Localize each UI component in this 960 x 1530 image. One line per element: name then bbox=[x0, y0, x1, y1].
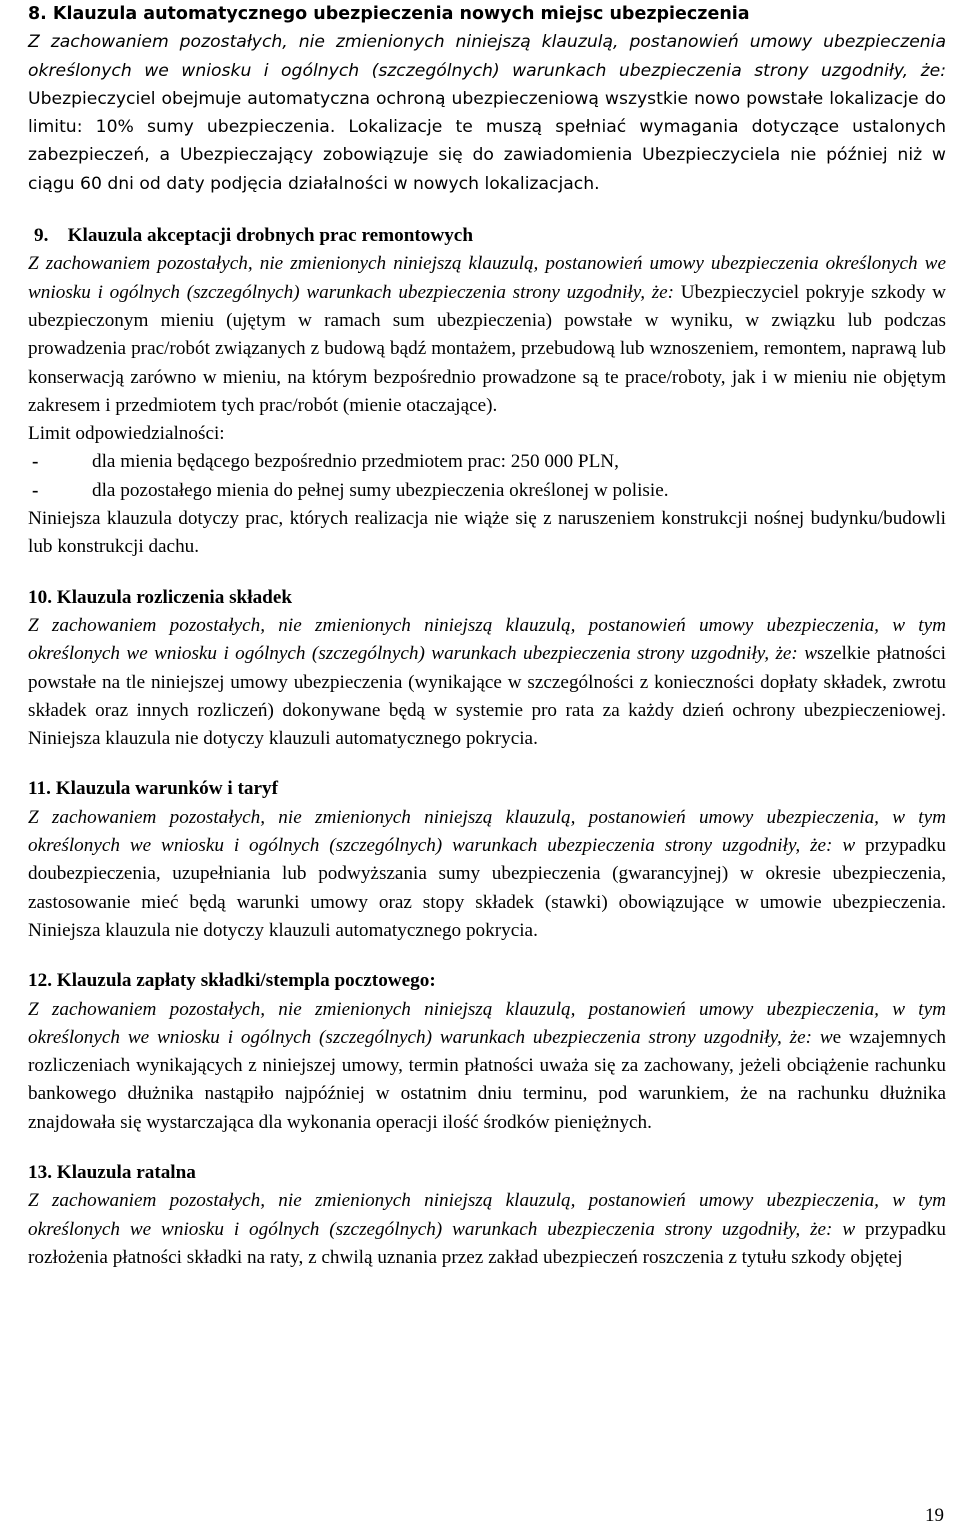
section-number: 10. bbox=[28, 586, 52, 608]
section-13 bbox=[28, 1159, 946, 1272]
section-9-text bbox=[28, 250, 946, 420]
limit-item bbox=[32, 448, 946, 476]
section-8-heading bbox=[28, 0, 946, 28]
section-13-heading bbox=[28, 1159, 946, 1187]
section-title: Klauzula akceptacji drobnych prac remontowych bbox=[67, 225, 473, 247]
section-10-heading bbox=[28, 584, 946, 612]
section-title: Klauzula zapłaty składki/stempla pocztowego: bbox=[56, 970, 436, 992]
section-number: 13. bbox=[28, 1161, 52, 1183]
section-number: 11. bbox=[28, 778, 51, 800]
section-11-text bbox=[28, 804, 946, 945]
clause-body: szelkie płatności powstałe na tle niniejszej umowy ubezpieczenia (wynikające w szczególności z konieczności dopłaty składek, zwrotu składek oraz innych rozliczeń) dokonywane będą w systemie pro rata za każdy dzień ochrony ubezpieczeniowej. Niniejsza klauzula nie dotyczy klauzuli automatycznego pokrycia. bbox=[28, 643, 946, 750]
section-12-text bbox=[28, 996, 946, 1137]
intro-clause: Z zachowaniem pozostałych, nie zmienionych niniejszą klauzulą, postanowień umowy ubezpieczenia, w tym określonych we wniosku i ogólnych (szczególnych) warunkach ubezpieczenia strony uzgodniły, że: w bbox=[28, 998, 946, 1048]
section-title: Klauzula rozliczenia składek bbox=[56, 586, 293, 608]
section-number: 8. bbox=[28, 4, 47, 24]
section-12-heading bbox=[28, 967, 946, 995]
clause-body: e wzajemnych rozliczeniach wynikających z niniejszej umowy, termin płatności uważa się za zachowany, jeżeli obciążenie rachunku bankowego dłużnika nastąpiło najpóźniej w ostatnim dniu terminu, pod warunkiem, że na rachunku dłużnika znajdowała się wystarczająca dla wykonania operacji ilość środków pieniężnych. bbox=[28, 1026, 946, 1133]
section-8 bbox=[28, 0, 946, 198]
section-number: 9. bbox=[34, 225, 49, 247]
section-number: 12. bbox=[28, 970, 52, 992]
intro-clause: Z zachowaniem pozostałych, nie zmienionych niniejszą klauzulą, postanowień umowy ubezpieczenia, w tym określonych we wniosku i ogólnych (szczególnych) warunkach ubezpieczenia strony uzgodniły, że: w bbox=[28, 1190, 946, 1240]
clause-body: Ubezpieczyciel pokryje szkody w ubezpieczonym mieniu (ujętym w ramach sum ubezpieczenia) powstałe w wyniku, w związku lub podczas prowadzenia prac/robót związanych z budową bądź montażem, przebudową lub wznoszeniem, remontem, naprawą lub konserwacją zarówno w mieniu, na którym bezpośrednio prowadzone są te prace/roboty, jak i w mieniu nie objętym zakresem i przedmiotem tych prac/robót (mienie otaczające). bbox=[28, 281, 946, 416]
intro-clause: Z zachowaniem pozostałych, nie zmienionych niniejszą klauzulą, postanowień umowy ubezpieczenia, w tym określonych we wniosku i ogólnych (szczególnych) warunkach ubezpieczenia strony uzgodniły, że: w bbox=[28, 614, 946, 665]
section-13-text bbox=[28, 1187, 946, 1272]
section-10 bbox=[28, 584, 946, 754]
clause-body: przypadku rozłożenia płatności składki na raty, z chwilą uznania przez zakład ubezpieczeń roszczenia z tytułu szkody objętej bbox=[28, 1218, 946, 1268]
limit-text: dla mienia będącego bezpośrednio przedmiotem prac: 250 000 PLN, bbox=[92, 451, 619, 473]
limit-item bbox=[32, 477, 946, 505]
list-dash: - bbox=[32, 479, 39, 501]
limit-text: dla pozostałego mienia do pełnej sumy ubezpieczenia określonej w polisie. bbox=[92, 479, 669, 501]
intro-clause: Z zachowaniem pozostałych, nie zmienionych niniejszą klauzulą, postanowień umowy ubezpieczenia określonych we wniosku i ogólnych (szczególnych) warunkach ubezpieczenia strony uzgodniły, że: bbox=[28, 253, 946, 303]
section-9-heading bbox=[28, 222, 946, 250]
section-10-text bbox=[28, 612, 946, 753]
section-title: Klauzula automatycznego ubezpieczenia nowych miejsc ubezpieczenia bbox=[52, 4, 750, 24]
section-9-closing: Niniejsza klauzula dotyczy prac, których realizacja nie wiąże się z naruszeniem konstrukcji nośnej budynku/budowli lub konstrukcji dachu. bbox=[28, 508, 946, 558]
list-dash: - bbox=[32, 451, 39, 473]
clause-body: przypadku doubezpieczenia, uzupełniania lub podwyższania sumy ubezpieczenia (gwarancyjnej) w okresie ubezpieczenia, zastosowanie mieć będą warunki umowy oraz stopy składek (stawki) obowiązujące w umowie ubezpieczenia. Niniejsza klauzula nie dotyczy klauzuli automatycznego pokrycia. bbox=[28, 835, 946, 941]
page-number: 19 bbox=[925, 1505, 944, 1526]
section-9 bbox=[28, 222, 946, 562]
clause-body: Ubezpieczyciel obejmuje automatyczna ochroną ubezpieczeniową wszystkie nowo powstałe lokalizacje do limitu: 10% sumy ubezpieczenia. Lokalizacje te muszą spełniać wymagania dotyczące ustalonych zabezpieczeń, a Ubezpieczający zobowiązuje się do zawiadomienia Ubezpieczyciela nie później niż w ciągu 60 dni od daty podjęcia działalności w nowych lokalizacjach. bbox=[28, 88, 946, 194]
section-title: Klauzula ratalna bbox=[56, 1161, 196, 1183]
intro-clause: Z zachowaniem pozostałych, nie zmienionych niniejszą klauzulą, postanowień umowy ubezpieczenia określonych we wniosku i ogólnych (szczególnych) warunkach ubezpieczenia strony uzgodniły, że: bbox=[28, 32, 946, 81]
section-8-text bbox=[28, 28, 946, 198]
section-12 bbox=[28, 967, 946, 1137]
document-page bbox=[28, 0, 946, 1272]
section-title: Klauzula warunków i taryf bbox=[55, 778, 279, 800]
section-11 bbox=[28, 775, 946, 945]
intro-clause: Z zachowaniem pozostałych, nie zmienionych niniejszą klauzulą, postanowień umowy ubezpieczenia, w tym określonych we wniosku i ogólnych (szczególnych) warunkach ubezpieczenia strony uzgodniły, że: w bbox=[28, 806, 946, 857]
section-11-heading bbox=[28, 775, 946, 803]
limit-label: Limit odpowiedzialności: bbox=[28, 423, 225, 445]
